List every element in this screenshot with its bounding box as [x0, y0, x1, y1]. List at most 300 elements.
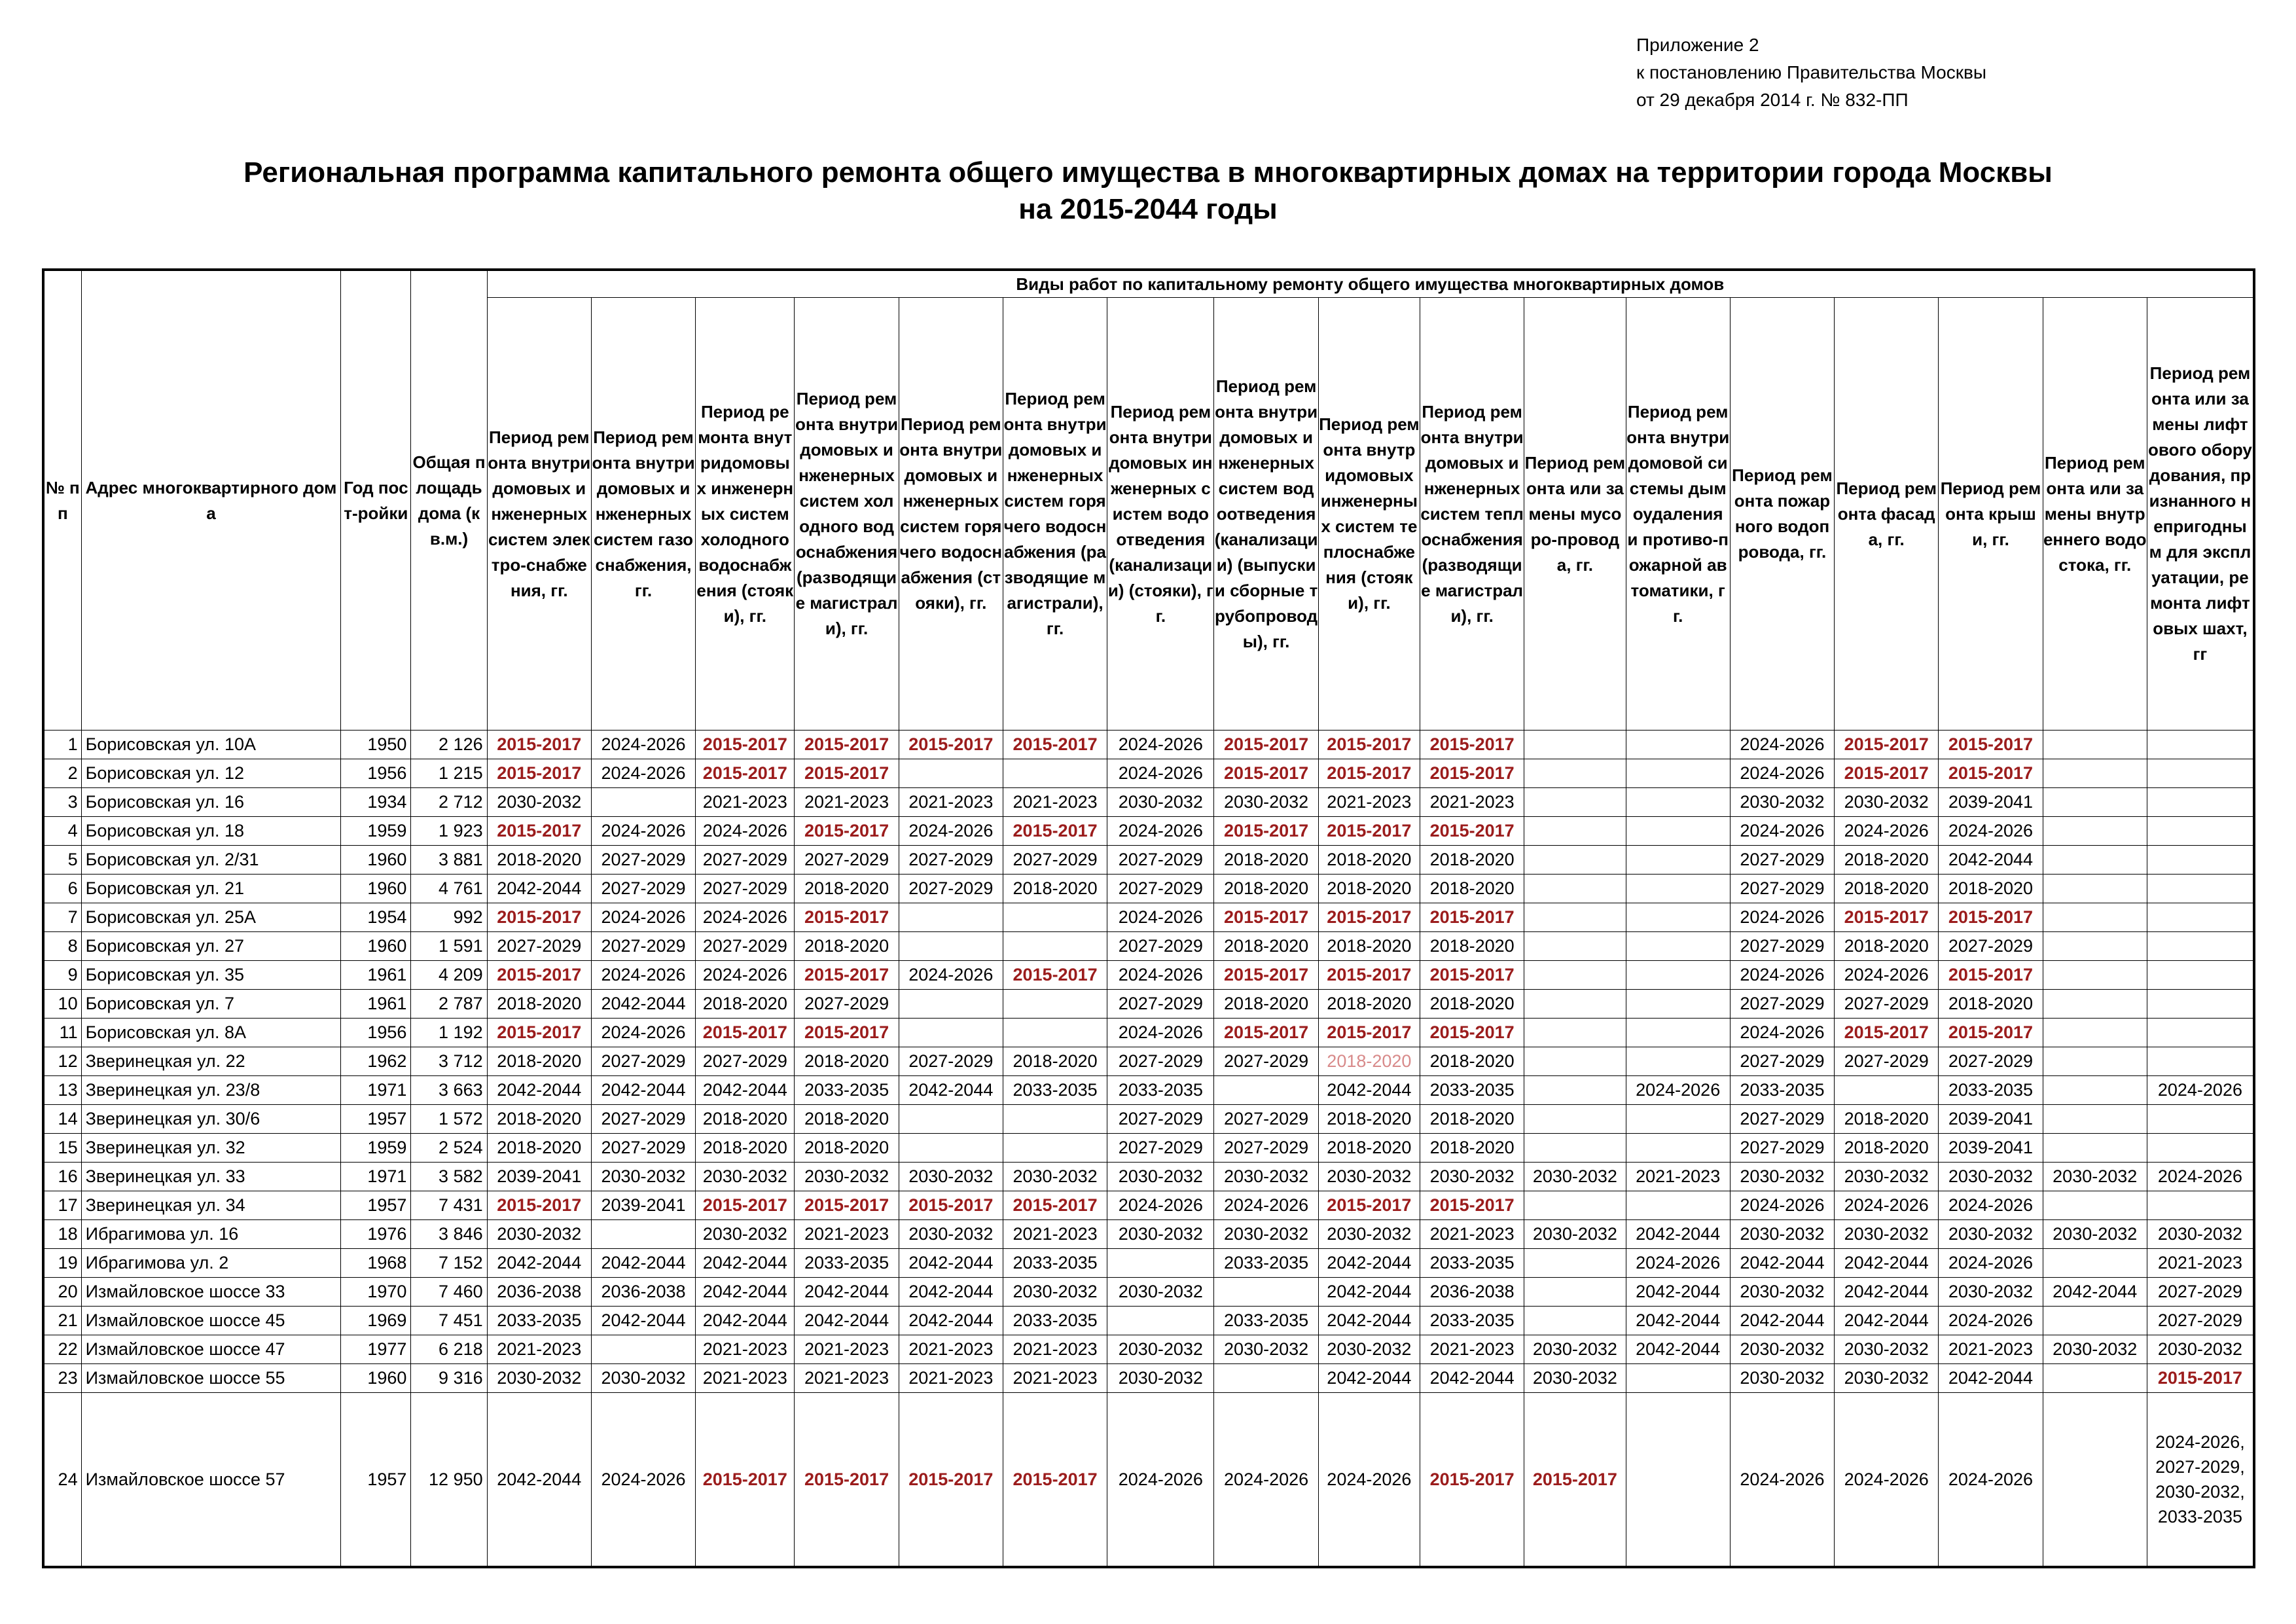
row-area: 3 846 — [411, 1220, 487, 1249]
period-cell: 2024-2026 — [1107, 759, 1214, 788]
row-year: 1961 — [341, 990, 411, 1019]
row-area: 9 316 — [411, 1364, 487, 1393]
period-cell: 2015-2017 — [1420, 903, 1524, 932]
col-header-period-17: Период ремонта или замены лифтового оборудования, признанного непригодным для эксплуатации, ремонта лифтовых шахт, гг — [2147, 298, 2254, 731]
period-cell: 2042-2044 — [1318, 1307, 1420, 1335]
period-cell: 2042-2044 — [795, 1307, 899, 1335]
table-row — [43, 961, 2254, 990]
period-cell: 2021-2023 — [1003, 1220, 1107, 1249]
table-row — [43, 990, 2254, 1019]
period-cell: 2042-2044 — [899, 1076, 1003, 1105]
period-cell — [1524, 1307, 1626, 1335]
period-cell: 2024-2026 — [1730, 817, 1834, 846]
period-cell: 2030-2032 — [696, 1163, 795, 1191]
period-cell: 2024-2026 — [1939, 1191, 2043, 1220]
table-row — [43, 1019, 2254, 1047]
table-row — [43, 1364, 2254, 1393]
period-cell: 2015-2017 — [795, 961, 899, 990]
period-cell: 2021-2023 — [795, 1364, 899, 1393]
period-cell: 2015-2017 — [1420, 731, 1524, 759]
period-cell: 2018-2020 — [1214, 846, 1318, 875]
row-address: Борисовская ул. 25А — [81, 903, 341, 932]
row-address: Борисовская ул. 10А — [81, 731, 341, 759]
col-header-period-3: Период ремонта внутридомовых инженерных систем холодного водоснабжения (стояки), гг. — [696, 298, 795, 731]
row-year: 1970 — [341, 1278, 411, 1307]
row-year: 1957 — [341, 1393, 411, 1568]
period-cell: 2018-2020 — [1420, 1134, 1524, 1163]
period-cell: 2042-2044 — [1318, 1278, 1420, 1307]
period-cell: 2015-2017 — [1835, 1019, 1939, 1047]
period-cell — [2043, 961, 2147, 990]
row-year: 1969 — [341, 1307, 411, 1335]
row-number: 1 — [43, 731, 81, 759]
col-header-period-13: Период ремонта пожарного водопровода, гг. — [1730, 298, 1834, 731]
period-cell: 2018-2020 — [487, 1105, 591, 1134]
period-cell: 2015-2017 — [899, 1393, 1003, 1568]
period-cell: 2033-2035 — [795, 1249, 899, 1278]
period-cell: 2042-2044 — [1626, 1307, 1730, 1335]
period-cell: 2015-2017 — [696, 1019, 795, 1047]
period-cell: 2015-2017 — [1214, 731, 1318, 759]
period-cell — [1626, 731, 1730, 759]
period-cell — [2147, 932, 2254, 961]
period-cell — [1626, 903, 1730, 932]
period-cell: 2015-2017 — [1214, 1019, 1318, 1047]
row-area: 7 451 — [411, 1307, 487, 1335]
period-cell: 2015-2017 — [899, 731, 1003, 759]
period-cell: 2033-2035 — [1420, 1249, 1524, 1278]
period-cell: 2015-2017 — [487, 817, 591, 846]
period-cell: 2015-2017 — [1318, 1191, 1420, 1220]
period-cell — [1524, 846, 1626, 875]
period-cell: 2024-2026, 2027-2029, 2030-2032, 2033-2035 — [2147, 1393, 2254, 1568]
period-cell: 2015-2017 — [1420, 961, 1524, 990]
table-row — [43, 1220, 2254, 1249]
table-row — [43, 788, 2254, 817]
period-cell — [2043, 1076, 2147, 1105]
table-row — [43, 1076, 2254, 1105]
period-cell: 2018-2020 — [1318, 875, 1420, 903]
period-cell: 2030-2032 — [1524, 1335, 1626, 1364]
row-area: 4 761 — [411, 875, 487, 903]
period-cell: 2033-2035 — [1003, 1307, 1107, 1335]
period-cell — [2043, 731, 2147, 759]
period-cell: 2042-2044 — [1626, 1278, 1730, 1307]
period-cell: 2027-2029 — [795, 846, 899, 875]
period-cell — [2147, 990, 2254, 1019]
period-cell: 2015-2017 — [1835, 731, 1939, 759]
period-cell: 2024-2026 — [1939, 1393, 2043, 1568]
table-row — [43, 1335, 2254, 1364]
period-cell — [899, 759, 1003, 788]
period-cell: 2024-2026 — [2147, 1163, 2254, 1191]
row-address: Измайловское шоссе 55 — [81, 1364, 341, 1393]
row-area: 3 663 — [411, 1076, 487, 1105]
period-cell: 2027-2029 — [1730, 1105, 1834, 1134]
period-cell: 2027-2029 — [1107, 990, 1214, 1019]
period-cell: 2027-2029 — [1730, 1047, 1834, 1076]
period-cell — [2043, 1019, 2147, 1047]
period-cell: 2015-2017 — [795, 903, 899, 932]
period-cell: 2024-2026 — [1730, 903, 1834, 932]
period-cell: 2015-2017 — [1939, 731, 2043, 759]
period-cell: 2027-2029 — [1107, 846, 1214, 875]
period-cell: 2018-2020 — [1835, 875, 1939, 903]
period-cell — [2043, 1105, 2147, 1134]
row-year: 1961 — [341, 961, 411, 990]
period-cell — [1003, 990, 1107, 1019]
period-cell: 2030-2032 — [1939, 1163, 2043, 1191]
period-cell — [1524, 903, 1626, 932]
table-row — [43, 932, 2254, 961]
period-cell: 2030-2032 — [1524, 1364, 1626, 1393]
row-number: 2 — [43, 759, 81, 788]
period-cell — [2147, 961, 2254, 990]
row-address: Зверинецкая ул. 23/8 — [81, 1076, 341, 1105]
period-cell: 2021-2023 — [696, 1335, 795, 1364]
period-cell: 2021-2023 — [1003, 1335, 1107, 1364]
period-cell: 2015-2017 — [487, 731, 591, 759]
period-cell: 2015-2017 — [1318, 1019, 1420, 1047]
period-cell — [1626, 990, 1730, 1019]
period-cell: 2030-2032 — [1318, 1220, 1420, 1249]
period-cell: 2027-2029 — [1107, 875, 1214, 903]
period-cell — [899, 990, 1003, 1019]
period-cell — [1524, 1105, 1626, 1134]
period-cell: 2042-2044 — [795, 1278, 899, 1307]
period-cell — [899, 1134, 1003, 1163]
period-cell: 2027-2029 — [1835, 1047, 1939, 1076]
period-cell: 2027-2029 — [1730, 846, 1834, 875]
row-year: 1959 — [341, 817, 411, 846]
period-cell: 2027-2029 — [1214, 1134, 1318, 1163]
period-cell: 2033-2035 — [1003, 1249, 1107, 1278]
row-address: Борисовская ул. 21 — [81, 875, 341, 903]
table-row — [43, 1191, 2254, 1220]
row-area: 6 218 — [411, 1335, 487, 1364]
col-header-period-7: Период ремонта внутридомовых инженерных систем водоотведения (канализации) (стояки), гг. — [1107, 298, 1214, 731]
period-cell — [591, 788, 695, 817]
period-cell: 2042-2044 — [1835, 1249, 1939, 1278]
period-cell: 2030-2032 — [2043, 1335, 2147, 1364]
period-cell: 2027-2029 — [1107, 932, 1214, 961]
period-cell: 2030-2032 — [1835, 788, 1939, 817]
period-cell: 2024-2026 — [1626, 1249, 1730, 1278]
row-year: 1960 — [341, 875, 411, 903]
period-cell — [2043, 990, 2147, 1019]
period-cell — [1524, 1191, 1626, 1220]
period-cell: 2015-2017 — [1214, 817, 1318, 846]
table-row — [43, 731, 2254, 759]
period-cell: 2024-2026 — [696, 817, 795, 846]
period-cell: 2021-2023 — [795, 1220, 899, 1249]
row-area: 1 572 — [411, 1105, 487, 1134]
row-year: 1960 — [341, 1364, 411, 1393]
period-cell: 2030-2032 — [1730, 1163, 1834, 1191]
period-cell: 2033-2035 — [1214, 1307, 1318, 1335]
col-header-period-16: Период ремонта или замены внутреннего водостока, гг. — [2043, 298, 2147, 731]
period-cell: 2027-2029 — [2147, 1278, 2254, 1307]
period-cell: 2018-2020 — [1835, 1134, 1939, 1163]
row-number: 18 — [43, 1220, 81, 1249]
period-cell: 2027-2029 — [795, 990, 899, 1019]
period-cell: 2024-2026 — [1730, 961, 1834, 990]
period-cell: 2015-2017 — [1003, 817, 1107, 846]
row-year: 1962 — [341, 1047, 411, 1076]
period-cell: 2042-2044 — [696, 1278, 795, 1307]
row-address: Зверинецкая ул. 32 — [81, 1134, 341, 1163]
period-cell: 2030-2032 — [1214, 1335, 1318, 1364]
col-header-period-12: Период ремонта внутридомовой системы дымоудаления и противо-пожарной автоматики, гг. — [1626, 298, 1730, 731]
period-cell: 2024-2026 — [591, 1019, 695, 1047]
row-address: Борисовская ул. 18 — [81, 817, 341, 846]
period-cell: 2021-2023 — [1420, 1220, 1524, 1249]
period-cell — [2043, 759, 2147, 788]
period-cell — [1524, 788, 1626, 817]
period-cell: 2021-2023 — [899, 1364, 1003, 1393]
row-address: Борисовская ул. 35 — [81, 961, 341, 990]
period-cell: 2027-2029 — [1107, 1134, 1214, 1163]
period-cell: 2018-2020 — [1003, 1047, 1107, 1076]
period-cell — [1524, 1249, 1626, 1278]
row-number: 17 — [43, 1191, 81, 1220]
period-cell — [1107, 1307, 1214, 1335]
row-year: 1934 — [341, 788, 411, 817]
period-cell: 2030-2032 — [1214, 788, 1318, 817]
period-cell: 2030-2032 — [591, 1364, 695, 1393]
row-address: Измайловское шоссе 57 — [81, 1393, 341, 1568]
period-cell: 2015-2017 — [1420, 1019, 1524, 1047]
period-cell — [1003, 1019, 1107, 1047]
period-cell — [1626, 788, 1730, 817]
row-area: 1 215 — [411, 759, 487, 788]
period-cell: 2024-2026 — [1107, 1019, 1214, 1047]
period-cell — [1003, 903, 1107, 932]
period-cell: 2033-2035 — [487, 1307, 591, 1335]
period-cell: 2015-2017 — [1003, 1191, 1107, 1220]
row-number: 22 — [43, 1335, 81, 1364]
period-cell: 2030-2032 — [1214, 1220, 1318, 1249]
period-cell — [1524, 932, 1626, 961]
period-cell — [2147, 788, 2254, 817]
period-cell: 2027-2029 — [1107, 1105, 1214, 1134]
period-cell — [1524, 1134, 1626, 1163]
period-cell — [591, 1220, 695, 1249]
row-year: 1976 — [341, 1220, 411, 1249]
period-cell: 2018-2020 — [1420, 846, 1524, 875]
period-cell — [591, 1335, 695, 1364]
row-number: 4 — [43, 817, 81, 846]
period-cell: 2015-2017 — [795, 759, 899, 788]
row-address: Зверинецкая ул. 22 — [81, 1047, 341, 1076]
period-cell — [899, 932, 1003, 961]
period-cell: 2042-2044 — [899, 1249, 1003, 1278]
row-number: 9 — [43, 961, 81, 990]
period-cell: 2027-2029 — [1107, 1047, 1214, 1076]
period-cell: 2018-2020 — [795, 932, 899, 961]
period-cell: 2018-2020 — [1318, 932, 1420, 961]
period-cell: 2030-2032 — [1107, 1163, 1214, 1191]
row-address: Зверинецкая ул. 34 — [81, 1191, 341, 1220]
row-address: Измайловское шоссе 33 — [81, 1278, 341, 1307]
table-row — [43, 817, 2254, 846]
period-cell: 2042-2044 — [899, 1278, 1003, 1307]
period-cell — [2147, 1019, 2254, 1047]
row-area: 1 591 — [411, 932, 487, 961]
row-area: 1 923 — [411, 817, 487, 846]
row-number: 5 — [43, 846, 81, 875]
period-cell: 2024-2026 — [1107, 817, 1214, 846]
period-cell: 2018-2020 — [1420, 1105, 1524, 1134]
period-cell — [1524, 817, 1626, 846]
period-cell: 2027-2029 — [696, 846, 795, 875]
period-cell: 2018-2020 — [487, 846, 591, 875]
period-cell: 2033-2035 — [1214, 1249, 1318, 1278]
period-cell: 2030-2032 — [487, 1220, 591, 1249]
row-year: 1956 — [341, 1019, 411, 1047]
period-cell: 2027-2029 — [1939, 1047, 2043, 1076]
period-cell: 2021-2023 — [1318, 788, 1420, 817]
annex-line-3: от 29 декабря 2014 г. № 832-ПП — [1636, 90, 1909, 110]
period-cell: 2042-2044 — [487, 1076, 591, 1105]
period-cell: 2030-2032 — [1835, 1364, 1939, 1393]
period-cell — [2147, 817, 2254, 846]
period-cell: 2015-2017 — [1003, 731, 1107, 759]
period-cell: 2018-2020 — [1420, 875, 1524, 903]
period-cell: 2018-2020 — [1420, 1047, 1524, 1076]
period-cell: 2030-2032 — [1107, 1335, 1214, 1364]
row-number: 16 — [43, 1163, 81, 1191]
period-cell: 2024-2026 — [1939, 1249, 2043, 1278]
row-year: 1954 — [341, 903, 411, 932]
period-cell: 2042-2044 — [591, 1076, 695, 1105]
period-cell: 2024-2026 — [591, 731, 695, 759]
table-row — [43, 903, 2254, 932]
row-number: 12 — [43, 1047, 81, 1076]
row-area: 1 192 — [411, 1019, 487, 1047]
period-cell: 2015-2017 — [696, 1393, 795, 1568]
title-line-2: на 2015-2044 годы — [1018, 193, 1278, 225]
period-cell: 2024-2026 — [1835, 817, 1939, 846]
period-cell: 2030-2032 — [1214, 1163, 1318, 1191]
period-cell: 2015-2017 — [1939, 961, 2043, 990]
period-cell: 2015-2017 — [899, 1191, 1003, 1220]
row-address: Борисовская ул. 16 — [81, 788, 341, 817]
period-cell: 2015-2017 — [795, 1019, 899, 1047]
period-cell: 2030-2032 — [899, 1163, 1003, 1191]
period-cell — [1626, 817, 1730, 846]
period-cell: 2018-2020 — [1939, 875, 2043, 903]
period-cell: 2030-2032 — [2043, 1220, 2147, 1249]
period-cell: 2015-2017 — [1318, 961, 1420, 990]
period-cell: 2021-2023 — [795, 1335, 899, 1364]
period-cell: 2018-2020 — [1420, 932, 1524, 961]
period-cell: 2024-2026 — [1730, 731, 1834, 759]
row-number: 19 — [43, 1249, 81, 1278]
period-cell: 2030-2032 — [591, 1163, 695, 1191]
period-cell: 2021-2023 — [696, 788, 795, 817]
row-area: 4 209 — [411, 961, 487, 990]
period-cell: 2015-2017 — [1939, 903, 2043, 932]
period-cell: 2042-2044 — [1626, 1335, 1730, 1364]
period-cell: 2030-2032 — [899, 1220, 1003, 1249]
period-cell: 2042-2044 — [487, 875, 591, 903]
period-cell: 2042-2044 — [1939, 1364, 2043, 1393]
col-header-period-1: Период ремонта внутридомовых инженерных систем электро-снабжения, гг. — [487, 298, 591, 731]
period-cell — [2043, 1191, 2147, 1220]
period-cell: 2030-2032 — [795, 1163, 899, 1191]
period-cell: 2024-2026 — [1214, 1191, 1318, 1220]
period-cell: 2030-2032 — [1730, 1364, 1834, 1393]
period-cell: 2024-2026 — [1318, 1393, 1420, 1568]
period-cell: 2024-2026 — [899, 817, 1003, 846]
period-cell: 2024-2026 — [1107, 1191, 1214, 1220]
table-row — [43, 1278, 2254, 1307]
period-cell: 2024-2026 — [1835, 1393, 1939, 1568]
period-cell: 2024-2026 — [1730, 1191, 1834, 1220]
period-cell: 2036-2038 — [1420, 1278, 1524, 1307]
period-cell: 2024-2026 — [591, 1393, 695, 1568]
period-cell: 2024-2026 — [1939, 1307, 2043, 1335]
row-address: Борисовская ул. 2/31 — [81, 846, 341, 875]
period-cell: 2033-2035 — [1420, 1076, 1524, 1105]
row-number: 23 — [43, 1364, 81, 1393]
period-cell: 2024-2026 — [899, 961, 1003, 990]
period-cell: 2036-2038 — [487, 1278, 591, 1307]
period-cell: 2015-2017 — [1318, 817, 1420, 846]
table-row — [43, 1163, 2254, 1191]
period-cell: 2015-2017 — [487, 903, 591, 932]
period-cell: 2027-2029 — [1214, 1047, 1318, 1076]
period-cell: 2042-2044 — [487, 1249, 591, 1278]
period-cell — [2147, 903, 2254, 932]
period-cell — [2043, 1393, 2147, 1568]
col-header-period-8: Период ремонта внутридомовых инженерных систем водоотведения (канализации) (выпуски и сборные трубопроводы), гг. — [1214, 298, 1318, 731]
period-cell: 2021-2023 — [795, 788, 899, 817]
period-cell — [2147, 731, 2254, 759]
period-cell — [2043, 817, 2147, 846]
table-row — [43, 875, 2254, 903]
period-cell: 2015-2017 — [487, 1019, 591, 1047]
row-year: 1959 — [341, 1134, 411, 1163]
period-cell: 2018-2020 — [795, 1105, 899, 1134]
row-area: 7 152 — [411, 1249, 487, 1278]
period-cell — [1626, 875, 1730, 903]
period-cell: 2021-2023 — [696, 1364, 795, 1393]
period-cell: 2021-2023 — [1626, 1163, 1730, 1191]
period-cell — [1626, 1393, 1730, 1568]
row-address: Измайловское шоссе 47 — [81, 1335, 341, 1364]
period-cell: 2027-2029 — [1730, 875, 1834, 903]
table-row — [43, 1393, 2254, 1568]
col-header-no: № пп — [43, 270, 81, 731]
period-cell: 2018-2020 — [1214, 932, 1318, 961]
period-cell: 2024-2026 — [1626, 1076, 1730, 1105]
period-cell: 2027-2029 — [487, 932, 591, 961]
period-cell: 2015-2017 — [795, 731, 899, 759]
period-cell: 2033-2035 — [1107, 1076, 1214, 1105]
period-cell: 2030-2032 — [1939, 1278, 2043, 1307]
period-cell: 2021-2023 — [899, 788, 1003, 817]
period-cell: 2024-2026 — [1730, 1393, 1834, 1568]
annex-block — [1636, 31, 1986, 114]
period-cell — [1214, 1364, 1318, 1393]
period-cell: 2024-2026 — [1730, 1019, 1834, 1047]
period-cell — [2147, 759, 2254, 788]
row-area: 2 787 — [411, 990, 487, 1019]
period-cell — [899, 1105, 1003, 1134]
period-cell: 2042-2044 — [696, 1307, 795, 1335]
